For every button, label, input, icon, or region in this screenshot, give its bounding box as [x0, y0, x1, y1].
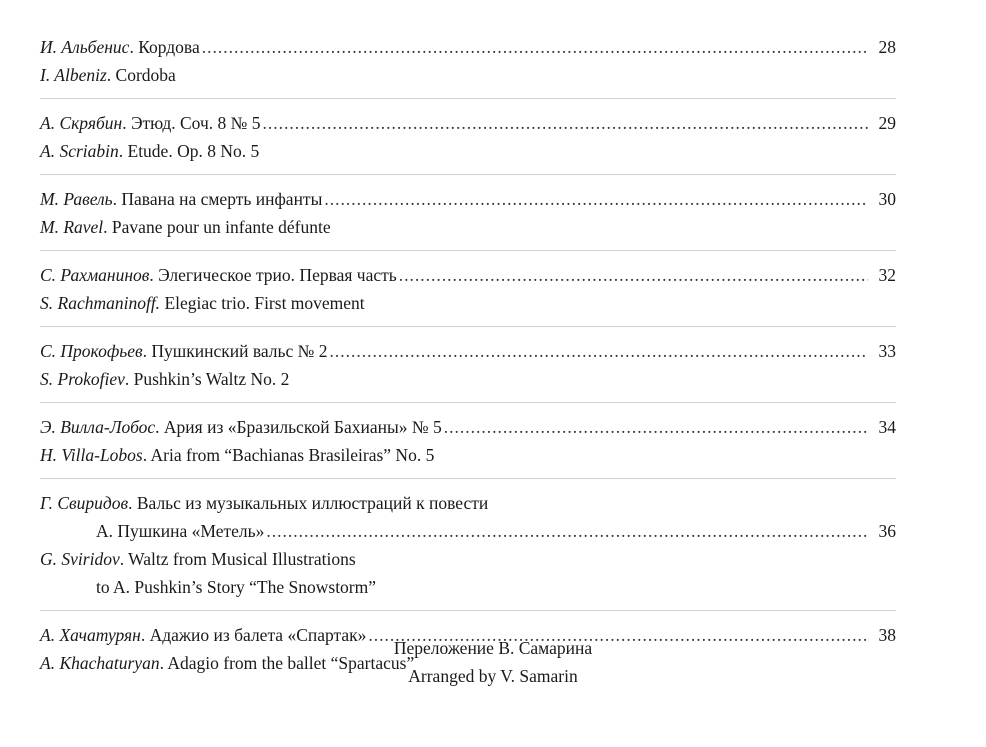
ru-title: . Павана на смерть инфанты: [112, 189, 323, 209]
en-title: . Aria from “Bachianas Brasileiras” No. 5: [142, 445, 435, 465]
en-author: A. Scriabin: [40, 141, 119, 161]
toc-entry-ru-text: [40, 33, 200, 61]
ru-author: Г. Свиридов: [40, 493, 129, 513]
en-author: I. Albeniz: [40, 65, 107, 85]
page-number: 33: [878, 341, 896, 361]
toc-entry-ravel: [40, 185, 896, 241]
toc-entry-en-line: [40, 213, 896, 241]
toc-entry-ru-line: [40, 337, 896, 365]
ru-title: . Элегическое трио. Первая часть: [149, 265, 397, 285]
arrangement-credit: [0, 634, 986, 690]
toc-entry-scriabin: [40, 109, 896, 165]
dot-leader: [324, 185, 868, 213]
toc-entry-villa-lobos: [40, 413, 896, 469]
toc-entry-sviridov: [40, 489, 896, 601]
ru-title: . Ария из «Бразильской Бахианы» № 5: [155, 417, 442, 437]
page-number: 32: [878, 265, 896, 285]
ru-author: С. Прокофьев: [40, 341, 143, 361]
dot-leader: [444, 413, 868, 441]
divider: [40, 478, 896, 479]
toc-entry-albeniz: [40, 33, 896, 89]
en-author: A. Khachaturyan: [40, 653, 160, 673]
toc-entry-ru-line-cont: [40, 517, 896, 545]
ru-author: И. Альбенис: [40, 37, 130, 57]
toc-entry-en-line: [40, 441, 896, 469]
ru-title: . Адажио из балета «Спартак»: [140, 625, 367, 645]
divider: [40, 174, 896, 175]
toc-entry-en-line: [40, 365, 896, 393]
toc-entry-ru-text: [40, 109, 260, 137]
ru-author: Э. Вилла-Лобос: [40, 417, 156, 437]
toc-entry-ru-line: [40, 109, 896, 137]
divider: [40, 326, 896, 327]
page-number: 28: [878, 37, 896, 57]
en-author: S. Prokofiev: [40, 369, 125, 389]
en-title: . Pushkin’s Waltz No. 2: [124, 369, 290, 389]
en-title: . Etude. Op. 8 No. 5: [118, 141, 260, 161]
toc-entry-rachmaninoff: [40, 261, 896, 317]
en-author: S. Rachmaninoff.: [40, 293, 161, 313]
toc-entry-ru-text: [40, 261, 397, 289]
ru-title: . Пушкинский вальс № 2: [142, 341, 328, 361]
credit-ru: Переложение В. Самарина: [393, 638, 593, 658]
divider: [40, 250, 896, 251]
en-author: M. Ravel: [40, 217, 104, 237]
toc-entry-en-line: [40, 137, 896, 165]
divider: [40, 98, 896, 99]
ru-title-cont: А. Пушкина «Метель»: [96, 521, 265, 541]
dot-leader: [399, 261, 868, 289]
en-author: G. Sviridov: [40, 549, 120, 569]
en-author: H. Villa-Lobos: [40, 445, 143, 465]
toc-entry-ru-line: [40, 261, 896, 289]
en-title: . Cordoba: [106, 65, 176, 85]
en-title: . Waltz from Musical Illustrations: [119, 549, 356, 569]
dot-leader: [262, 109, 868, 137]
divider: [40, 402, 896, 403]
toc-entry-ru-line: [40, 489, 896, 517]
ru-author: М. Равель: [40, 189, 113, 209]
toc-entry-en-line: [40, 545, 896, 573]
page-number: 38: [878, 625, 896, 645]
toc-entry-ru-line: [40, 33, 896, 61]
en-title: . Adagio from the ballet “Spartacus”: [159, 653, 415, 673]
ru-author: А. Хачатурян: [40, 625, 141, 645]
toc-entry-en-line: [40, 61, 896, 89]
ru-author: С. Рахманинов: [40, 265, 150, 285]
toc-entry-ru-text: [40, 185, 322, 213]
en-title: Elegiac trio. First movement: [160, 293, 365, 313]
en-title: . Pavane pour un infante défunte: [103, 217, 331, 237]
toc-entry-prokofiev: [40, 337, 896, 393]
dot-leader: [202, 33, 868, 61]
toc-entry-en-line: [40, 289, 896, 317]
divider: [40, 610, 896, 611]
page-number: 29: [878, 113, 896, 133]
ru-title: . Вальс из музыкальных иллюстраций к повести: [128, 493, 489, 513]
table-of-contents: [40, 33, 896, 677]
dot-leader: [329, 337, 868, 365]
ru-title: . Кордова: [129, 37, 200, 57]
toc-entry-ru-line: [40, 185, 896, 213]
credit-en: Arranged by V. Samarin: [408, 666, 578, 686]
dot-leader: [266, 517, 868, 545]
page-number: 30: [878, 189, 896, 209]
ru-author: А. Скрябин: [40, 113, 123, 133]
toc-entry-ru-text: [40, 337, 327, 365]
ru-title: . Этюд. Соч. 8 № 5: [122, 113, 261, 133]
toc-entry-ru-text: [40, 413, 442, 441]
page-number: 36: [878, 521, 896, 541]
en-title-cont: to A. Pushkin’s Story “The Snowstorm”: [96, 577, 377, 597]
toc-entry-ru-line: [40, 413, 896, 441]
page-number: 34: [878, 417, 896, 437]
